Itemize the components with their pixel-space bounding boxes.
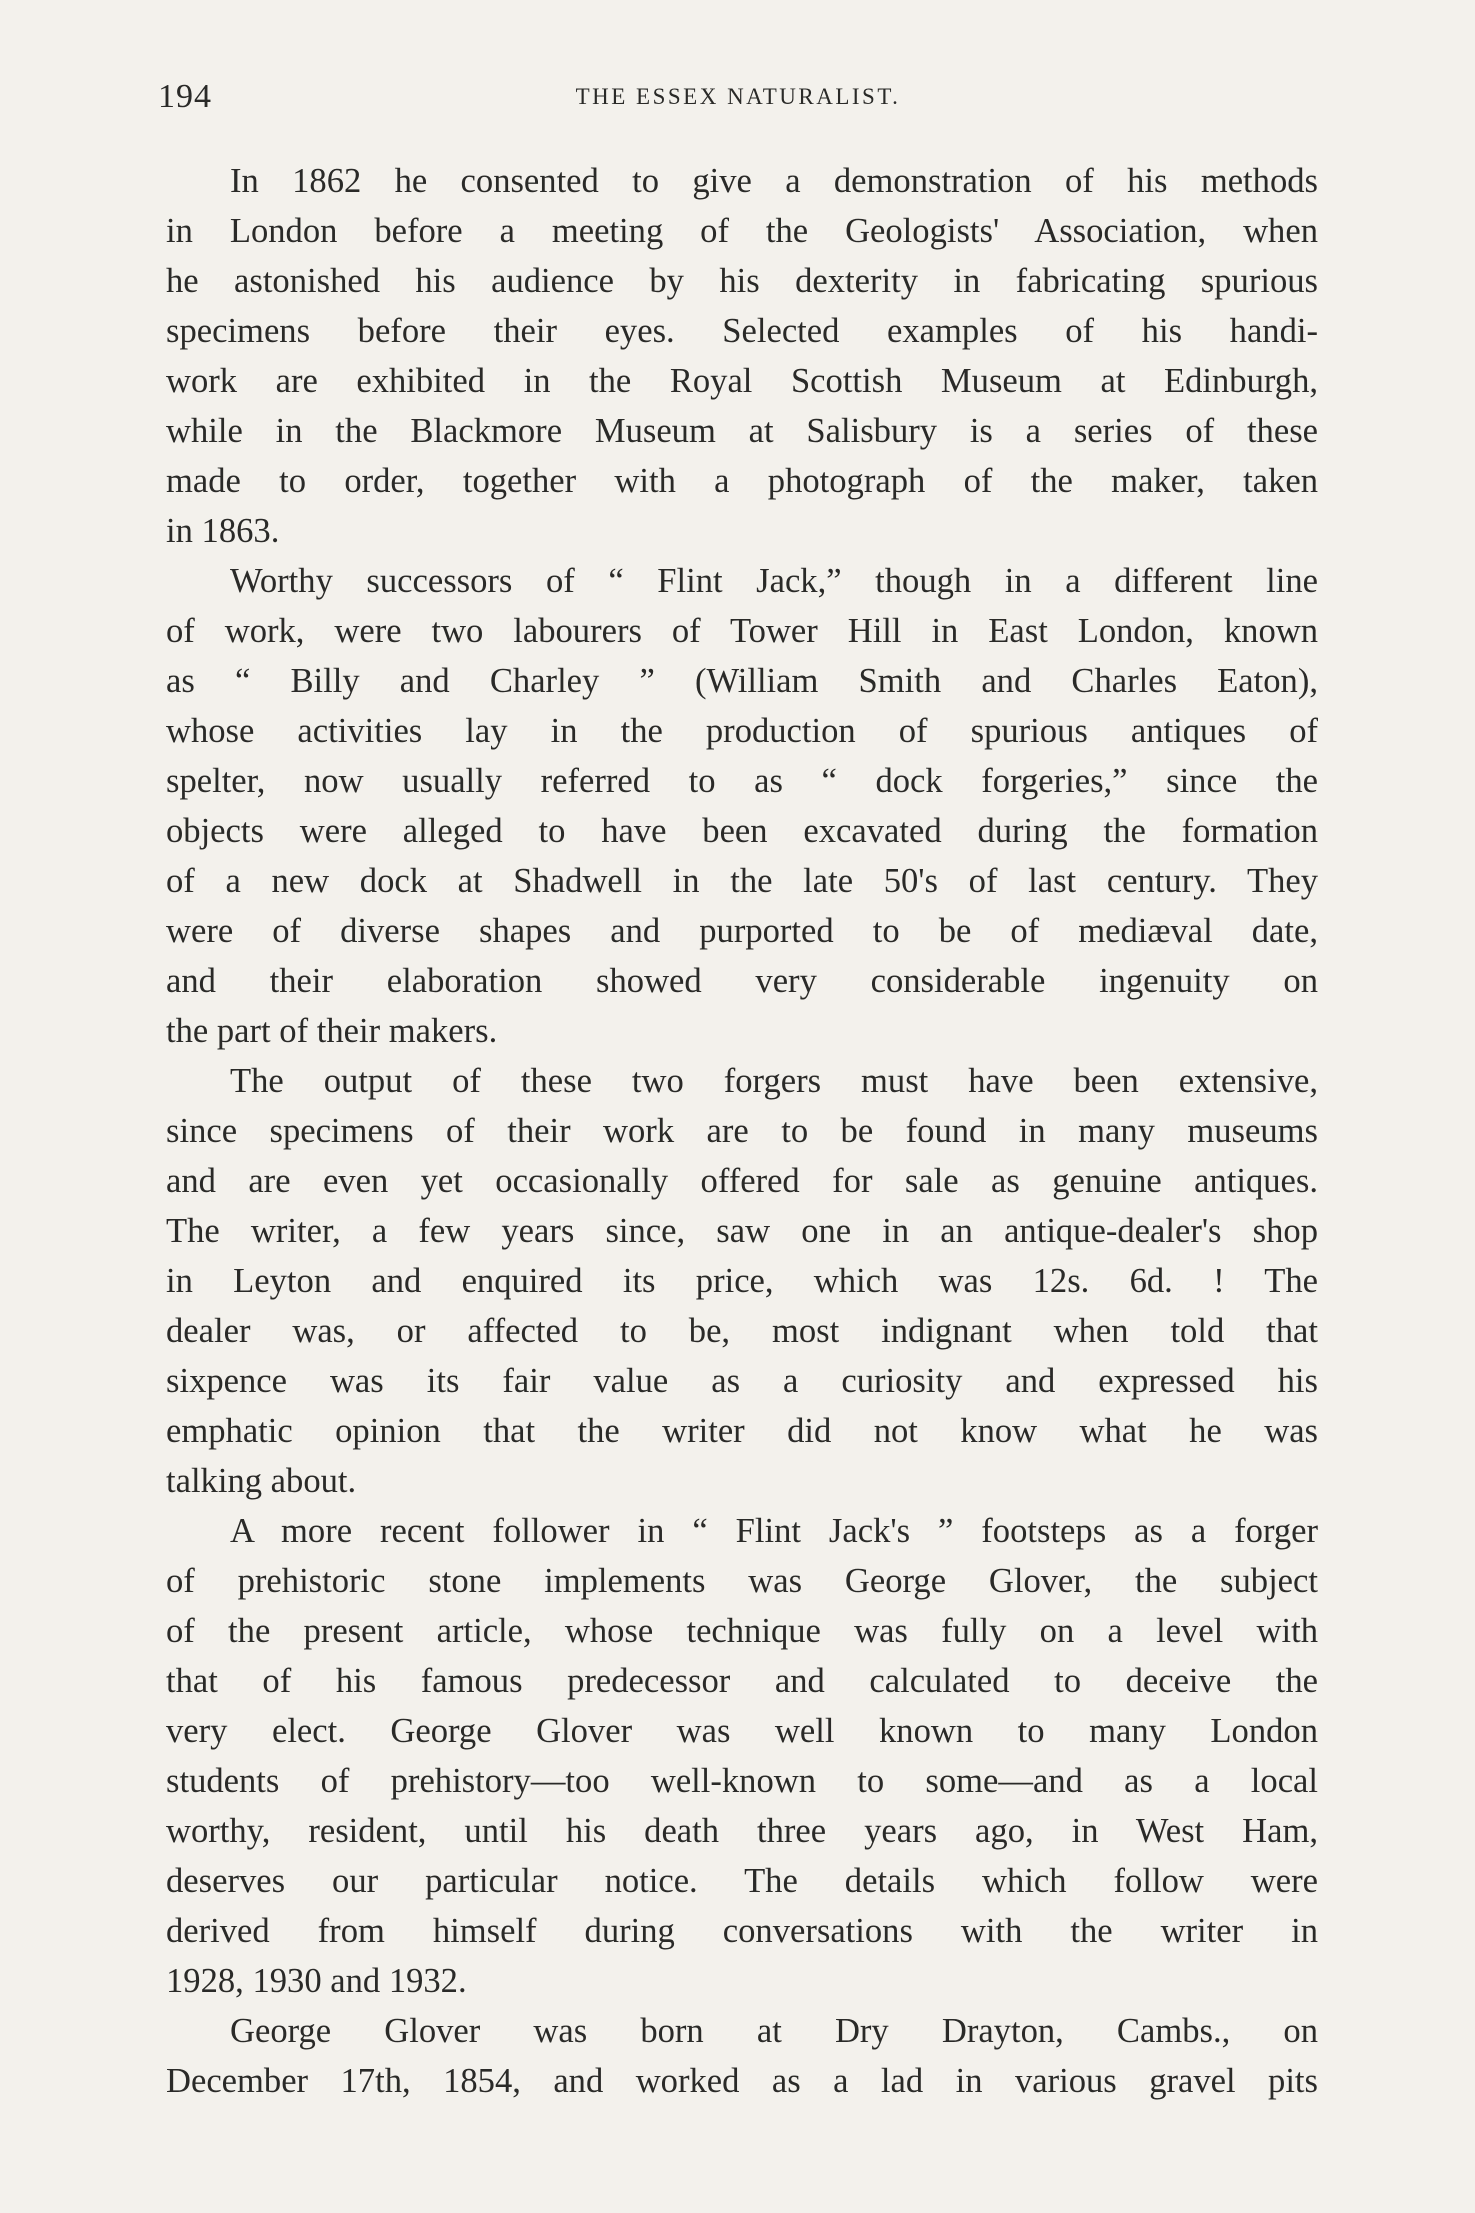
text-line: work are exhibited in the Royal Scottish Museum at Edinburgh,: [166, 362, 1318, 400]
text-line: The writer, a few years since, saw one in an antique-dealer's shop: [166, 1212, 1318, 1250]
text-line: spelter, now usually referred to as “ dock forgeries,” since the: [166, 762, 1318, 800]
journal-title: THE ESSEX NATURALIST.: [575, 84, 901, 109]
text-line: that of his famous predecessor and calculated to deceive the: [166, 1662, 1318, 1700]
text-line: derived from himself during conversations with the writer in: [166, 1912, 1318, 1950]
text-line: the part of their makers.: [166, 1012, 498, 1050]
text-line: in 1863.: [166, 512, 280, 550]
text-line: students of prehistory—too well-known to some—and as a local: [166, 1762, 1318, 1800]
text-line: and their elaboration showed very considerable ingenuity on: [166, 962, 1318, 1000]
text-line: sixpence was its fair value as a curiosity and expressed his: [166, 1362, 1318, 1400]
paragraph: [166, 1506, 1318, 2006]
text-line: he astonished his audience by his dexterity in fabricating spurious: [166, 262, 1318, 300]
running-head: [158, 78, 1318, 118]
text-line: while in the Blackmore Museum at Salisbury is a series of these: [166, 412, 1318, 450]
text-line: 1928, 1930 and 1932.: [166, 1962, 467, 2000]
text-line: in London before a meeting of the Geologists' Association, when: [166, 212, 1318, 250]
text-line: whose activities lay in the production of spurious antiques of: [166, 712, 1318, 750]
text-line: dealer was, or affected to be, most indignant when told that: [166, 1312, 1318, 1350]
text-line: George Glover was born at Dry Drayton, Cambs., on: [230, 2012, 1318, 2050]
text-line: Worthy successors of “ Flint Jack,” though in a different line: [230, 562, 1318, 600]
text-line: emphatic opinion that the writer did not know what he was: [166, 1412, 1318, 1450]
paragraph: [166, 1056, 1318, 1506]
text-line: In 1862 he consented to give a demonstration of his methods: [230, 162, 1318, 200]
text-line: of prehistoric stone implements was George Glover, the subject: [166, 1562, 1318, 1600]
paragraph: [166, 556, 1318, 1056]
text-line: of a new dock at Shadwell in the late 50's of last century. They: [166, 862, 1318, 900]
text-line: very elect. George Glover was well known to many London: [166, 1712, 1318, 1750]
text-line: made to order, together with a photograph of the maker, taken: [166, 462, 1318, 500]
paragraph: [166, 156, 1318, 556]
text-line: and are even yet occasionally offered for sale as genuine antiques.: [166, 1162, 1318, 1200]
text-line: objects were alleged to have been excavated during the formation: [166, 812, 1318, 850]
text-line: talking about.: [166, 1462, 357, 1500]
text-line: specimens before their eyes. Selected examples of his handi-: [166, 312, 1318, 350]
text-line: December 17th, 1854, and worked as a lad in various gravel pits: [166, 2062, 1318, 2100]
text-line: of work, were two labourers of Tower Hill in East London, known: [166, 612, 1318, 650]
page-number: 194: [158, 78, 212, 115]
text-line: in Leyton and enquired its price, which was 12s. 6d. ! The: [166, 1262, 1318, 1300]
article-body: [166, 156, 1318, 2106]
text-line: The output of these two forgers must have been extensive,: [230, 1062, 1318, 1100]
text-line: since specimens of their work are to be found in many museums: [166, 1112, 1318, 1150]
text-line: A more recent follower in “ Flint Jack's ” footsteps as a forger: [230, 1512, 1318, 1550]
text-line: worthy, resident, until his death three years ago, in West Ham,: [166, 1812, 1318, 1850]
text-line: deserves our particular notice. The details which follow were: [166, 1862, 1318, 1900]
text-line: as “ Billy and Charley ” (William Smith and Charles Eaton),: [166, 662, 1318, 700]
text-line: were of diverse shapes and purported to be of mediæval date,: [166, 912, 1318, 950]
text-line: of the present article, whose technique was fully on a level with: [166, 1612, 1318, 1650]
paragraph: [166, 2006, 1318, 2106]
